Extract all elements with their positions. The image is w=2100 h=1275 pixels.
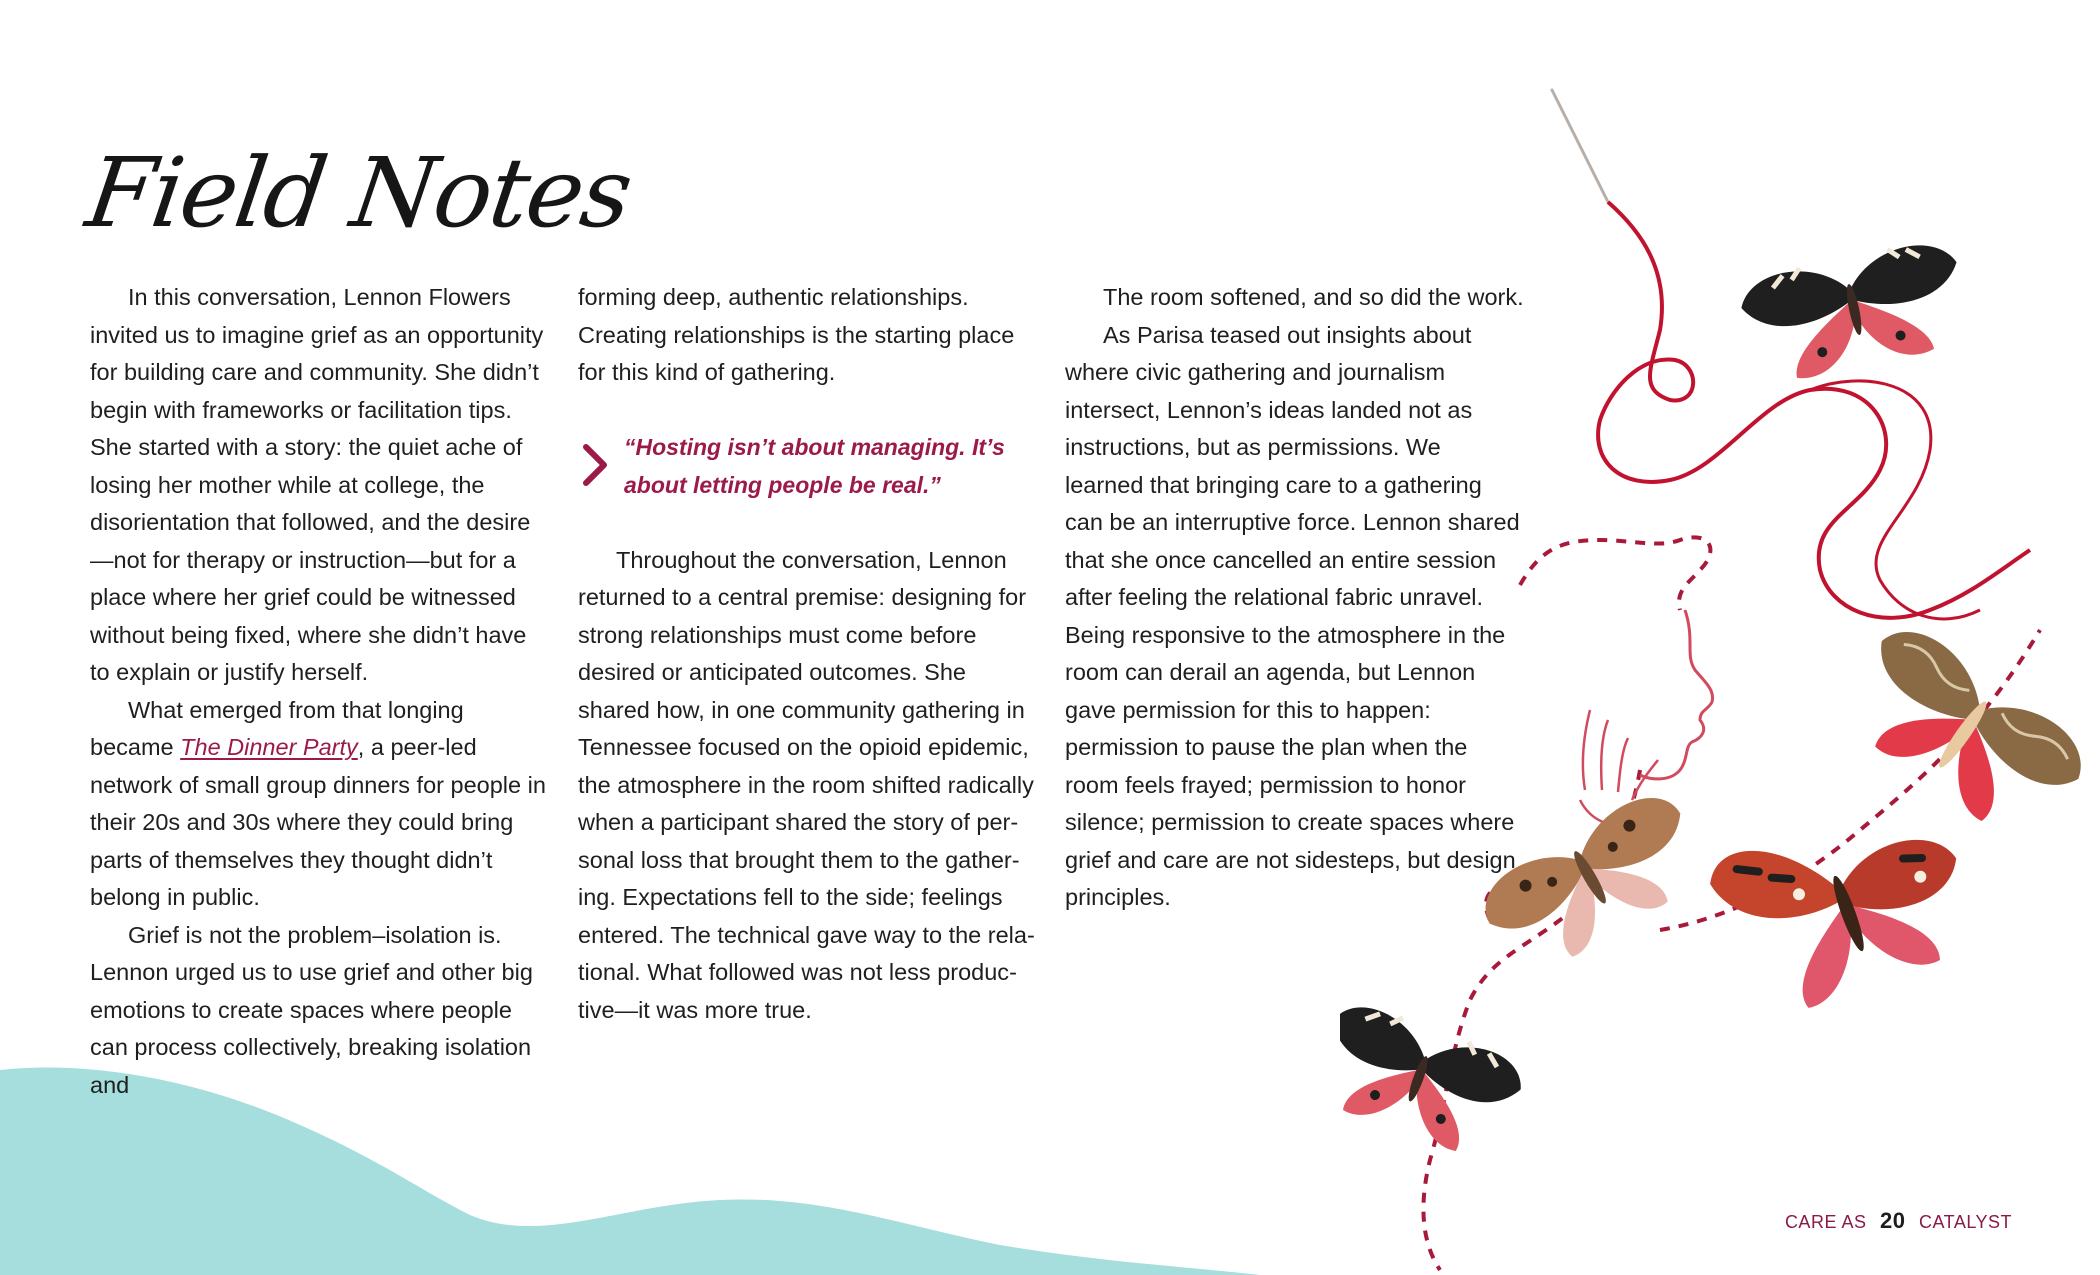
page-footer: [1785, 1208, 2012, 1234]
paragraph: Grief is not the problem–isolation is. Lennon urged us to use grief and other big emotions to create spaces where people can process collectively, breaking isolation and: [90, 921, 533, 1098]
text-column-1: [90, 279, 550, 1104]
paragraph: The room softened, and so did the work.: [1103, 284, 1524, 310]
needle-icon: [1552, 90, 1608, 202]
stitched-profile-line: [1520, 537, 1710, 610]
red-thread: [1598, 202, 2030, 618]
paragraph-text: , a peer-led network of small group dinners for people in their 20s and 30s where they could bring parts of themselves they thought didn’t belong in public.: [90, 734, 546, 910]
red-thread-loop: [1810, 381, 1980, 619]
footer-right-text: CATALYST: [1918, 1212, 2012, 1232]
chevron-right-icon: [582, 443, 610, 487]
moth-icon: [1830, 615, 2097, 853]
paragraph: In this conversation, Lennon Flowers invited us to imagine grief as an opportunity for building care and community. She didn’t begin with frameworks or facilitation tips. She started with a story: the quiet ache of losing her mother while at college, the disorientation that followed, and the desire—not for therapy or instruction—but for a place where her grief could be witnessed without being fixed, where she didn’t have to explain or justify herself.: [90, 284, 544, 685]
pull-quote: [578, 429, 1038, 504]
page-number: 20: [1879, 1208, 1906, 1233]
text-column-2: [578, 279, 1038, 1029]
paragraph: Throughout the conversation, Lennon returned to a central premise: designing for strong relationships must come before desired or anticipated outcomes. She shared how, in one community gathering in Tennessee focused on the opioid epidemic, the atmosphere in the room shifted radically when a participant shared the story of personal loss that brought them to the gathering. Expectations fell to the side; feelings entered. The technical gave way to the relational. What followed was not less productive—it was more true.: [578, 546, 1035, 1023]
paragraph: [90, 692, 550, 917]
moth-icon: [1703, 783, 1987, 1026]
moth-icon: [1736, 236, 1974, 389]
footer-left-text: CARE AS: [1784, 1212, 1867, 1232]
paragraph: As Parisa teased out insights about where civic gathering and journalism intersect, Lennon’s ideas landed not as instructions, but as permissions. We learned that bringing care to a gathering can be an interruptive force. Lennon shared that she once cancelled an entire session after feeling the relational fabric unravel. Being responsive to the atmosphere in the room can derail an agenda, but Lennon gave permission for this to happen: permission to pause the plan when the room feels frayed; permission to honor silence; permission to create spaces where grief and care are not sidesteps, but design principles.: [1065, 321, 1520, 910]
dinner-party-link[interactable]: The Dinner Party: [180, 734, 358, 760]
paragraph-text: What emerged from that longing became: [90, 696, 464, 760]
pull-quote-text: “Hosting isn’t about managing. It’s about letting people be real.”: [624, 434, 1005, 498]
text-column-3: [1065, 279, 1525, 917]
face-outline: [1640, 610, 1713, 779]
paragraph: forming deep, authentic relationships. Creating relationships is the starting place for this kind of gathering.: [578, 284, 1015, 385]
page-title: Field Notes: [80, 137, 638, 249]
